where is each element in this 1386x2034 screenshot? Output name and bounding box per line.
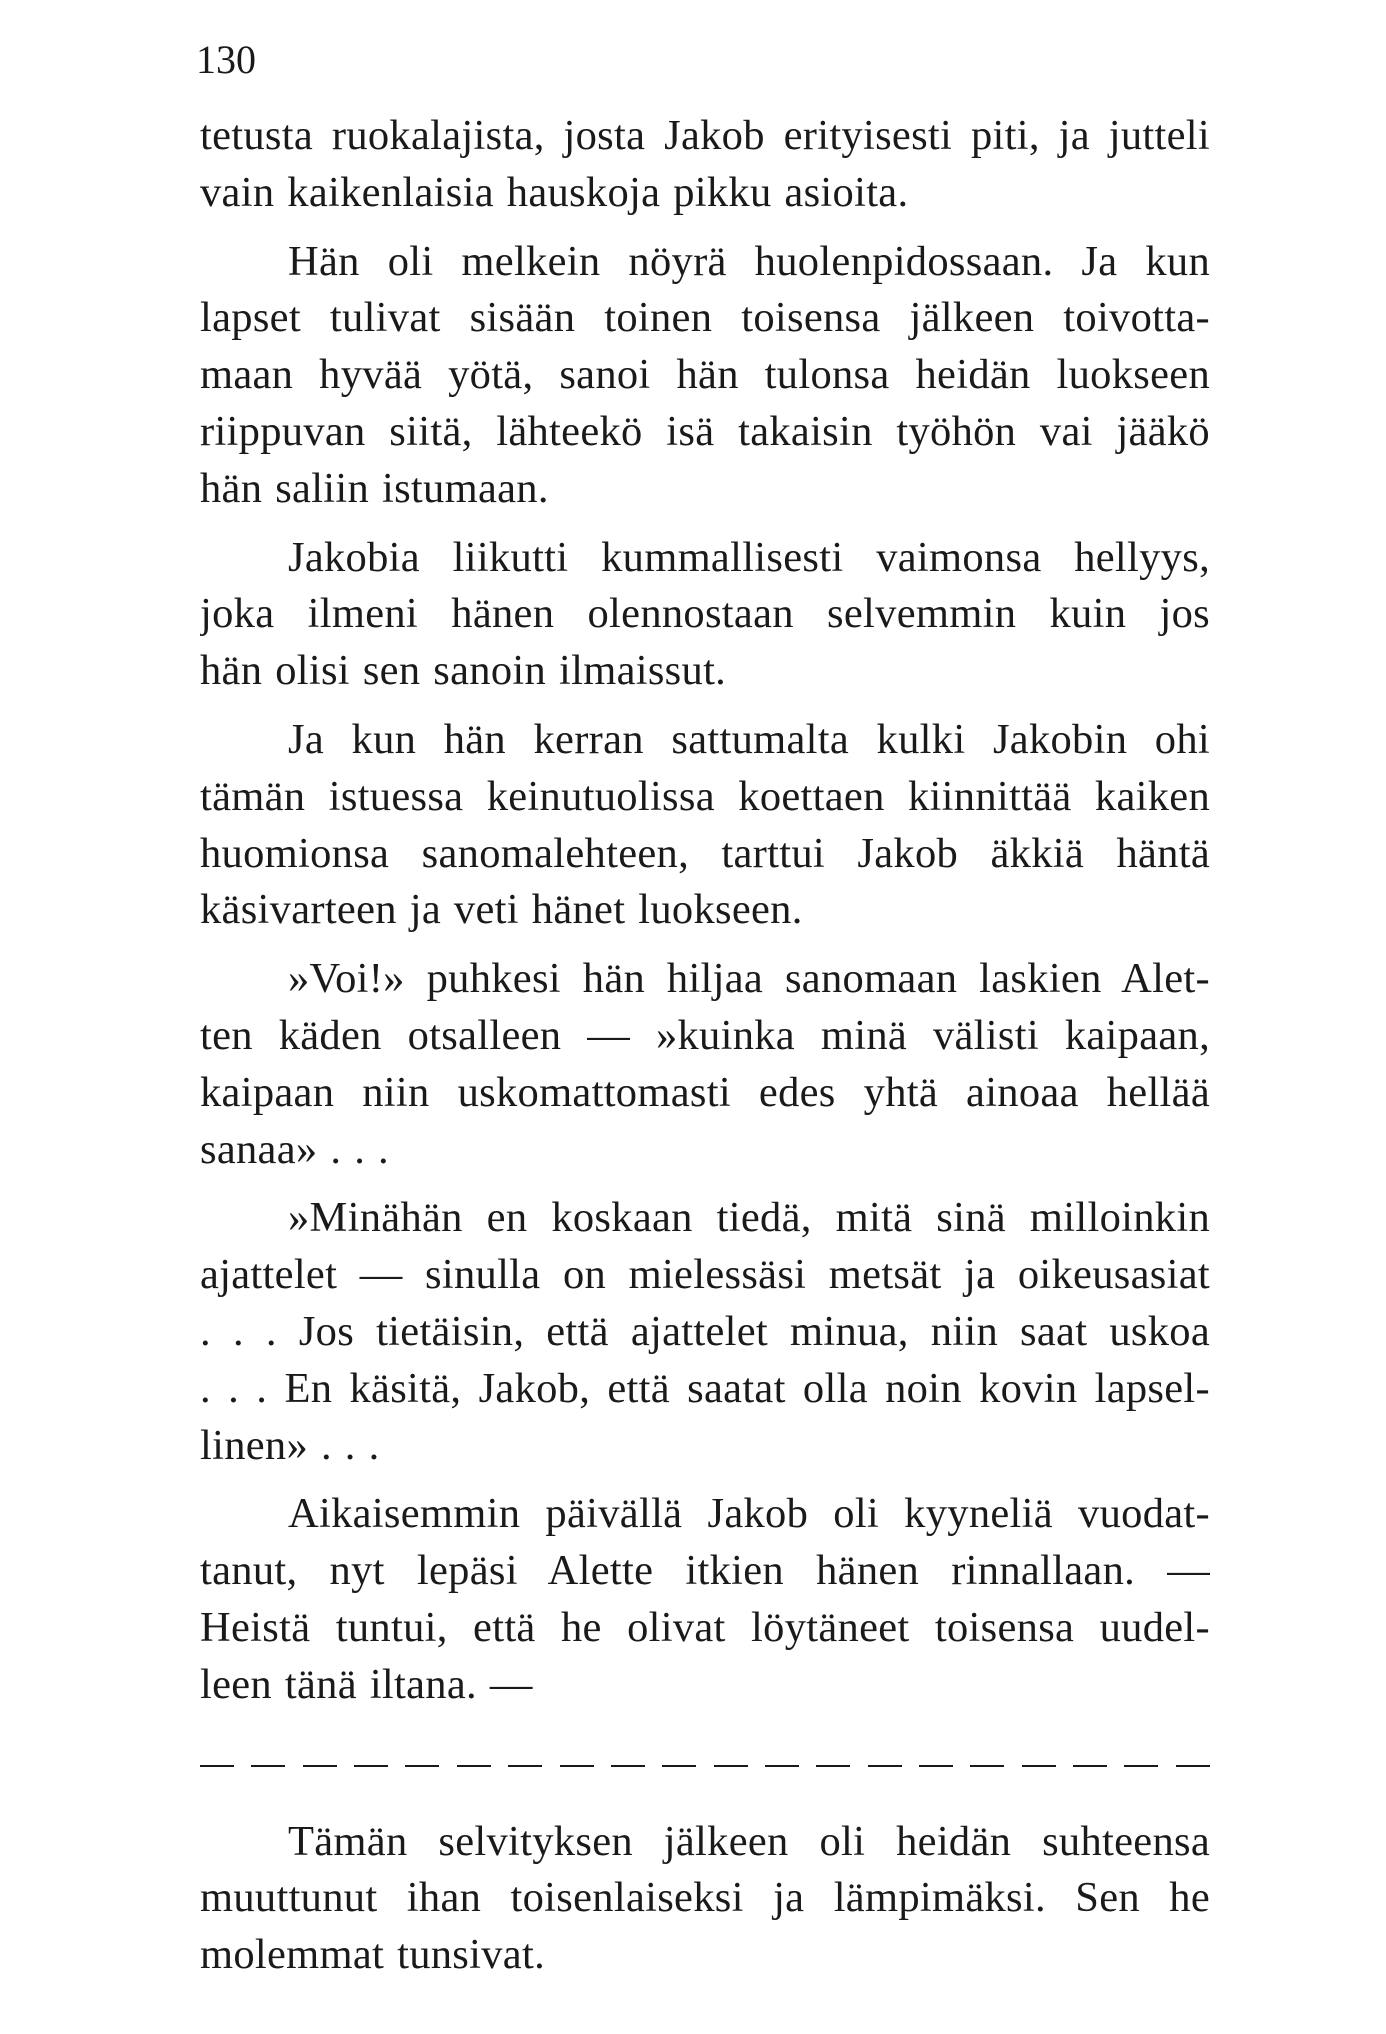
text-line: tanut, nyt lepäsi Alette itkien hänen rinnallaan. — xyxy=(200,1547,1210,1595)
text-line: tetusta ruokalajista, josta Jakob erityisesti piti, ja jutteli xyxy=(200,112,1210,159)
text-line: vain kaikenlaisia hauskoja pikku asioita. xyxy=(200,168,909,216)
paragraph xyxy=(200,1486,1210,1713)
text-line: molemmat tunsivat. xyxy=(200,1931,545,1979)
text-line: . . . Jos tietäisin, että ajattelet minua, niin saat uskoa xyxy=(200,1307,1210,1355)
text-line: huomionsa sanomalehteen, tarttui Jakob äkkiä häntä xyxy=(200,829,1210,877)
text-line: ten käden otsalleen — »kuinka minä välisti kaipaan, xyxy=(200,1011,1210,1059)
text-line: . . . En käsitä, Jakob, että saatat olla noin kovin lapsel- xyxy=(200,1364,1210,1412)
body-text xyxy=(200,108,1210,1984)
text-line: riippuvan siitä, lähteekö isä takaisin työhön vai jääkö xyxy=(200,407,1210,455)
text-line: hän olisi sen sanoin ilmaissut. xyxy=(200,647,727,695)
text-line: ajattelet — sinulla on mielessäsi metsät ja oikeusasiat xyxy=(200,1251,1210,1299)
paragraph xyxy=(200,108,1210,222)
section-separator xyxy=(200,1738,1210,1794)
text-line: kaipaan niin uskomattomasti edes yhtä ainoaa hellää xyxy=(200,1068,1210,1116)
text-line: käsivarteen ja veti hänet luokseen. xyxy=(200,886,803,934)
text-line: linen» . . . xyxy=(200,1421,380,1469)
paragraph xyxy=(200,712,1210,939)
text-line: maan hyvää yötä, sanoi hän tulonsa heidän luokseen xyxy=(200,351,1210,399)
text-line: »Minähän en koskaan tiedä, mitä sinä milloinkin xyxy=(288,1194,1210,1242)
text-line: Heistä tuntui, että he olivat löytäneet toisensa uudel- xyxy=(200,1603,1210,1651)
text-line: »Voi!» puhkesi hän hiljaa sanomaan laskien Alet- xyxy=(288,955,1210,1003)
page-number: 130 xyxy=(196,37,256,82)
paragraph xyxy=(200,1190,1210,1474)
text-line: sanaa» . . . xyxy=(200,1125,389,1173)
text-line: Ja kun hän kerran sattumalta kulki Jakobin ohi xyxy=(288,715,1210,763)
paragraph xyxy=(200,1814,1210,1984)
paragraph xyxy=(200,234,1210,518)
text-line: muuttunut ihan toisenlaiseksi ja lämpimäksi. Sen he xyxy=(200,1874,1210,1922)
text-line: lapset tulivat sisään toinen toisensa jälkeen toivotta- xyxy=(200,294,1210,342)
text-line: joka ilmeni hänen olennostaan selvemmin kuin jos xyxy=(200,590,1210,638)
paragraph xyxy=(200,530,1210,700)
text-line: tämän istuessa keinutuolissa koettaen kiinnittää kaiken xyxy=(200,772,1210,820)
text-line: hän saliin istumaan. xyxy=(200,464,549,512)
text-line: Jakobia liikutti kummallisesti vaimonsa hellyys, xyxy=(288,533,1210,581)
text-line: Tämän selvityksen jälkeen oli heidän suhteensa xyxy=(288,1817,1210,1865)
text-line: Hän oli melkein nöyrä huolenpidossaan. Ja kun xyxy=(288,237,1210,285)
text-line: leen tänä iltana. — xyxy=(200,1660,533,1708)
paragraph xyxy=(200,951,1210,1178)
text-line: Aikaisemmin päivällä Jakob oli kyyneliä vuodat- xyxy=(288,1490,1210,1538)
